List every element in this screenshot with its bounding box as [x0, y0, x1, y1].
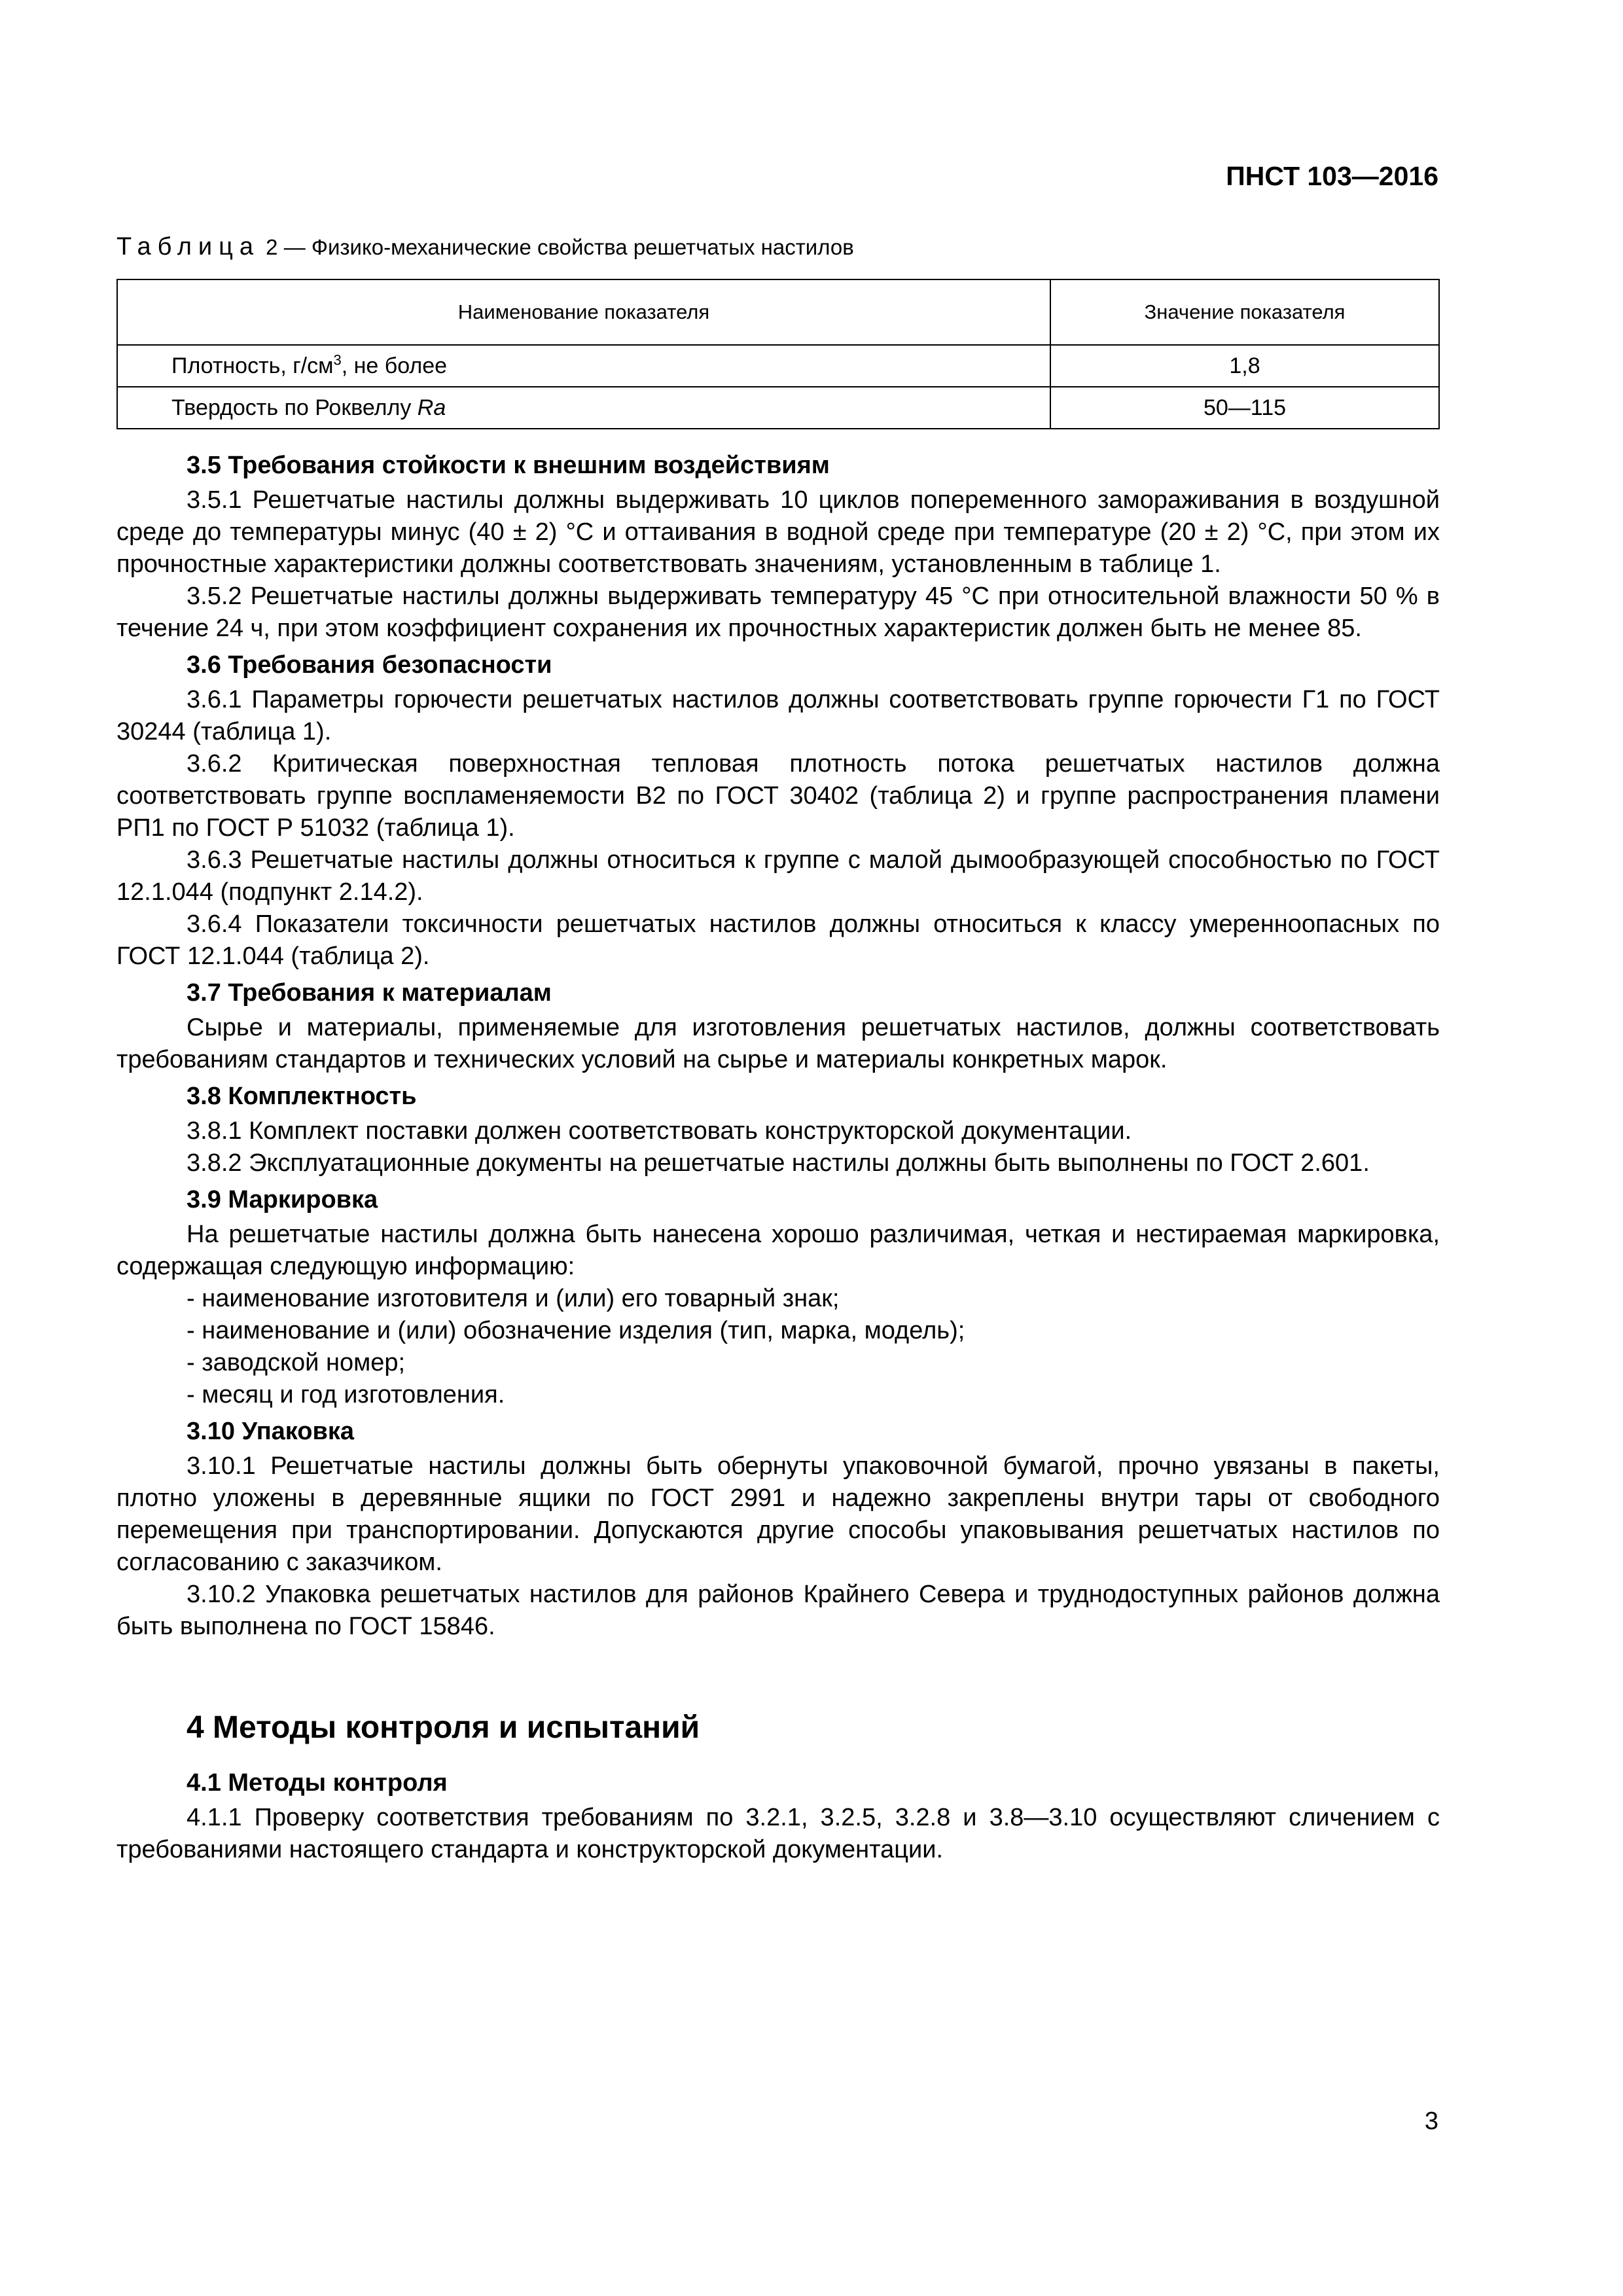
section-heading-4: 4 Методы контроля и испытаний — [187, 1710, 700, 1745]
row-value-hardness: 50—115 — [1050, 387, 1439, 429]
paragraph-3-9: На решетчатые настилы должна быть нанесена хорошо различимая, четкая и нестираемая маркировка, содержащая следующую информацию: — [116, 1221, 1440, 1280]
column-header-name: Наименование показателя — [117, 279, 1050, 345]
paragraph-3-8-1: 3.8.1 Комплект поставки должен соответствовать конструкторской документации. — [187, 1117, 1132, 1145]
table-row — [117, 345, 1439, 387]
row-name-hardness: Твердость по Роквеллу Ra — [117, 387, 1050, 429]
list-item: - месяц и год изготовления. — [187, 1381, 505, 1408]
list-item: - наименование и (или) обозначение изделия (тип, марка, модель); — [187, 1317, 965, 1344]
paragraph-3-6-3: 3.6.3 Решетчатые настилы должны относиться к группе с малой дымообразующей способностью по ГОСТ 12.1.044 (подпункт 2.14.2). — [116, 846, 1440, 906]
paragraph-3-8-2: 3.8.2 Эксплуатационные документы на решетчатые настилы должны быть выполнены по ГОСТ 2.601. — [187, 1149, 1370, 1177]
body-text — [116, 445, 1440, 1866]
section-heading-3-9: 3.9 Маркировка — [187, 1186, 378, 1213]
table-caption-prefix: Таблица — [116, 233, 260, 260]
section-heading-4-1: 4.1 Методы контроля — [187, 1769, 448, 1797]
column-header-value: Значение показателя — [1050, 279, 1439, 345]
paragraph-3-6-4: 3.6.4 Показатели токсичности решетчатых настилов должны относиться к классу умеренноопасных по ГОСТ 12.1.044 (таблица 2). — [116, 910, 1440, 970]
page-number: 3 — [1424, 2108, 1438, 2135]
paragraph-3-5-2: 3.5.2 Решетчатые настилы должны выдерживать температуру 45 °С при относительной влажности 50 % в течение 24 ч, при этом коэффициент сохранения их прочностных характеристик должен быть не менее 85. — [116, 583, 1440, 642]
section-heading-3-8: 3.8 Комплектность — [187, 1083, 417, 1110]
properties-table — [116, 279, 1440, 429]
list-item: - наименование изготовителя и (или) его товарный знак; — [187, 1285, 840, 1312]
paragraph-4-1-1: 4.1.1 Проверку соответствия требованиям по 3.2.1, 3.2.5, 3.2.8 и 3.8—3.10 осуществляют сличением с требованиями настоящего стандарта и конструкторской документации. — [116, 1804, 1440, 1863]
table-caption-text: — Физико-механические свойства решетчатых настилов — [283, 235, 854, 259]
section-heading-3-6: 3.6 Требования безопасности — [187, 651, 552, 679]
paragraph-3-7: Сырье и материалы, применяемые для изготовления решетчатых настилов, должны соответствовать требованиям стандартов и технических условий на сырье и материалы конкретных марок. — [116, 1014, 1440, 1073]
table-caption — [116, 233, 854, 261]
paragraph-3-6-1: 3.6.1 Параметры горючести решетчатых настилов должны соответствовать группе горючести Г1 по ГОСТ 30244 (таблица 1). — [116, 686, 1440, 745]
list-item: - заводской номер; — [187, 1349, 406, 1376]
paragraph-3-10-2: 3.10.2 Упаковка решетчатых настилов для районов Крайнего Севера и труднодоступных районов должна быть выполнена по ГОСТ 15846. — [116, 1581, 1440, 1640]
row-value-density: 1,8 — [1050, 345, 1439, 387]
row-name-density: Плотность, $г/см^3$, не более — [117, 345, 1050, 387]
paragraph-3-10-1: 3.10.1 Решетчатые настилы должны быть обернуты упаковочной бумагой, прочно увязаны в пакеты, плотно уложены в деревянные ящики по ГОСТ 2991 и надежно закреплены внутри тары от свободного перемещения при транспортировании. Допускаются другие способы упаковывания решетчатых настилов по согласованию с заказчиком. — [116, 1452, 1440, 1576]
section-heading-3-10: 3.10 Упаковка — [187, 1418, 355, 1445]
table-header-row — [117, 279, 1439, 345]
table-row — [117, 387, 1439, 429]
section-heading-3-5: 3.5 Требования стойкости к внешним воздействиям — [187, 452, 830, 479]
document-id: ПНСТ 103—2016 — [1226, 161, 1438, 191]
section-heading-3-7: 3.7 Требования к материалам — [187, 979, 552, 1007]
paragraph-3-6-2: 3.6.2 Критическая поверхностная тепловая плотность потока решетчатых настилов должна соответствовать группе воспламеняемости В2 по ГОСТ 30402 (таблица 2) и группе распространения пламени РП1 по ГОСТ Р 51032 (таблица 1). — [116, 750, 1440, 842]
table-caption-number: 2 — [266, 235, 278, 259]
paragraph-3-5-1: 3.5.1 Решетчатые настилы должны выдерживать 10 циклов попеременного замораживания в воздушной среде до температуры минус (40 ± 2) °С и оттаивания в водной среде при температуре (20 ± 2) °С, при этом их прочностные характеристики должны соответствовать значениям, установленным в таблице 1. — [116, 486, 1440, 578]
